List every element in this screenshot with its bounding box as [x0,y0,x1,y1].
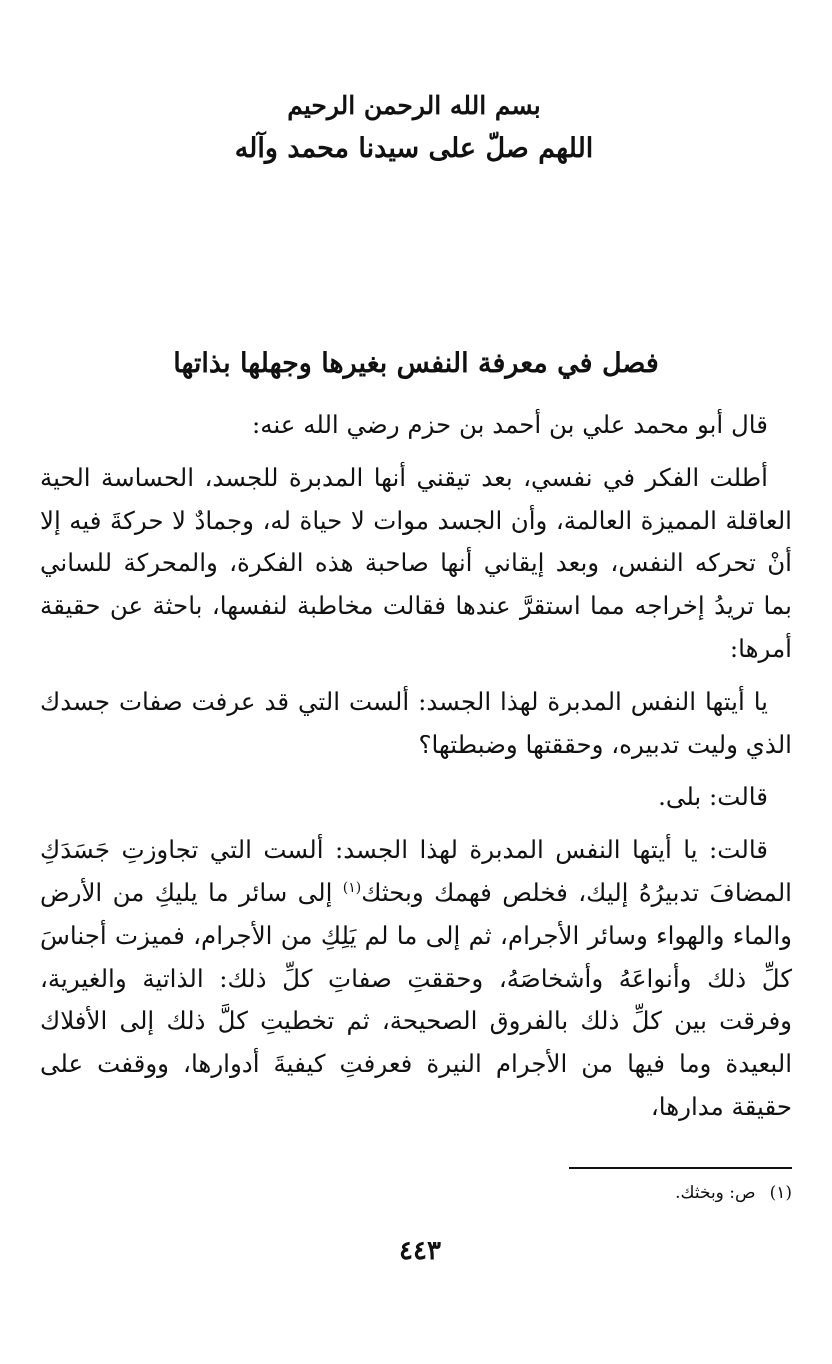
basmala-line: بسم الله الرحمن الرحيم [287,91,541,120]
invocation-header [204,86,624,172]
paragraph-reflection: أطلت الفكر في نفسي، بعد تيقني أنها المدبرة للجسد، الحساسة الحية العاقلة المميزة العالمة، وأن الجسد موات لا حياة له، وجمادٌ لا حركةَ فيه إلا أنْ تحركه النفس، وبعد إيقاني أنها صاحبة هذه الفكرة، والمحركة للساني بما تريدُ إخراجه مما استقرَّ عندها فقالت مخاطبة لنفسها، باحثة عن حقيقة أمرها: [40,462,792,663]
page-number: ٤٤٣ [399,1236,441,1266]
salawat-line: اللهم صلّ على سيدنا محمد وآله [234,133,594,164]
footnote [292,1178,792,1208]
body-text [40,404,792,1139]
paragraph-answer: قالت: بلى. [658,782,768,812]
footnote-divider [569,1167,792,1169]
footnote-text: ص: وبخثك. [675,1183,756,1203]
paragraph-second-question [40,829,792,1129]
paragraph-second-question-start: قالت: يا أيتها النفس المدبرة لهذا الجسد: ألست التي تجاوزتِ جَسَدَكِ المضافَ تدبيرُهُ إليك، فخلص فهمك وبحثك [40,835,792,907]
footnote-number: (١) [769,1183,792,1203]
paragraph-question: يا أيتها النفس المدبرة لهذا الجسد: ألست التي قد عرفت صفات جسدك الذي وليت تدبيره، وحققتها وضبطتها؟ [40,686,792,759]
footnote-reference: (١) [342,879,362,896]
paragraph-second-question-end: إلى سائر ما يليكِ من الأرض والماء والهواء وسائر الأجرام، ثم إلى ما لم يَلِكِ من الأجرام، فميزت أجناسَ كلِّ ذلك وأنواعَهُ وأشخاصَهُ، وحققتِ صفاتِ كلِّ ذلك: الذاتية والغيرية، وفرقت بين كلِّ ذلك بالفروق الصحيحة، ثم تخطيتِ كلَّ ذلك إلى الأفلاك البعيدة وما فيها من الأجرام النيرة فعرفتِ كيفيةَ أدوارها، ووقفت على حقيقة مدارها، [40,877,792,1121]
chapter-title: فصل في معرفة النفس بغيرها وجهلها بذاتها [173,348,659,379]
paragraph-intro: قال أبو محمد علي بن أحمد بن حزم رضي الله عنه: [252,410,768,439]
